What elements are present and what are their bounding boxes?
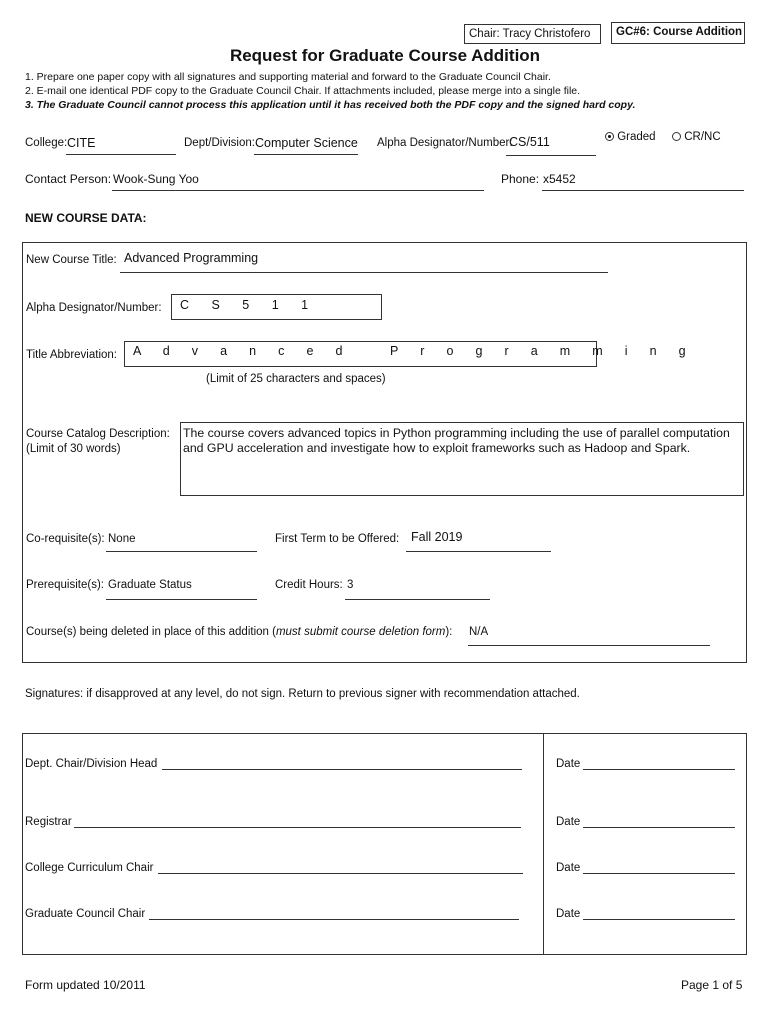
dept-label: Dept/Division: (184, 137, 255, 149)
instruction-2: 2. E-mail one identical PDF copy to the Graduate Council Chair. If attachments included, please merge into a single file. (25, 85, 581, 97)
alpha-underline (506, 155, 596, 156)
crnc-radio[interactable] (672, 132, 681, 141)
college-field[interactable]: CITE (67, 136, 96, 150)
coreq-underline (106, 551, 257, 552)
catalog-value: The course covers advanced topics in Python programming including the use of parallel computation and GPU acceleration and investigate how to exploit frameworks such as Hadoop and Spark. (183, 426, 730, 455)
sig-row-college-curriculum-date-label: Date (556, 862, 581, 874)
sig-row-college-curriculum-line[interactable] (158, 873, 523, 874)
instruction-1: 1. Prepare one paper copy with all signatures and supporting material and forward to the Graduate Council Chair. (25, 71, 551, 83)
deleted-label-ital: must submit course deletion form (275, 626, 446, 638)
sig-row-registrar-label: Registrar (25, 816, 72, 828)
course-alpha-label: Alpha Designator/Number: (26, 302, 162, 314)
dept-field[interactable]: Computer Science (255, 136, 358, 150)
alpha-field[interactable]: CS/511 (509, 135, 550, 149)
college-underline (66, 154, 176, 155)
signature-note: Signatures: if disapproved at any level, do not sign. Return to previous signer with recommendation attached. (25, 688, 580, 700)
coreq-label: Co-requisite(s): (26, 533, 105, 545)
sig-row-dept-chair-label: Dept. Chair/Division Head (25, 758, 158, 770)
sig-row-dept-chair-date-label: Date (556, 758, 581, 770)
catalog-label: Course Catalog Description: (26, 428, 170, 440)
course-title-field[interactable]: Advanced Programming (124, 251, 259, 265)
dept-underline (254, 154, 358, 155)
first-term-label: First Term to be Offered: (275, 533, 400, 545)
graded-option[interactable] (605, 131, 656, 143)
gc-box (611, 22, 745, 44)
phone-field[interactable]: x5452 (543, 172, 576, 186)
sig-row-dept-chair-line[interactable] (162, 769, 522, 770)
first-term-underline (406, 551, 551, 552)
crnc-option[interactable] (672, 131, 721, 143)
credit-label: Credit Hours: (275, 579, 343, 591)
chair-box (464, 24, 601, 44)
graded-label: Graded (617, 131, 656, 143)
deleted-label-post: ): (445, 626, 453, 638)
sig-row-registrar-line[interactable] (74, 827, 521, 828)
coreq-field[interactable]: None (108, 533, 136, 545)
prereq-underline (106, 599, 257, 600)
credit-field[interactable]: 3 (347, 579, 354, 591)
sig-row-registrar-date-line[interactable] (583, 827, 735, 828)
sig-row-graduate-council-label: Graduate Council Chair (25, 908, 146, 920)
credit-underline (345, 599, 490, 600)
course-title-label: New Course Title: (26, 254, 117, 266)
abbr-limit: (Limit of 25 characters and spaces) (206, 373, 386, 385)
abbr-field[interactable] (124, 341, 695, 367)
instruction-3: 3. The Graduate Council cannot process this application until it has received both the PDF copy and the signed hard copy. (25, 99, 636, 111)
footer-page: Page 1 of 5 (681, 978, 743, 992)
course-title-underline (120, 272, 608, 273)
sig-row-graduate-council-line[interactable] (149, 919, 519, 920)
contact-label: Contact Person: (25, 172, 112, 186)
contact-underline (112, 190, 484, 191)
deleted-label (26, 626, 452, 638)
page-title: Request for Graduate Course Addition (229, 46, 541, 65)
abbr-value: A d v a n c e d P r o g r a m m i n g (133, 344, 695, 358)
catalog-limit: (Limit of 30 words) (26, 443, 121, 455)
sig-row-registrar-date-label: Date (556, 816, 581, 828)
signature-divider (543, 733, 544, 955)
footer-updated: Form updated 10/2011 (25, 978, 146, 992)
course-alpha-value: C S 5 1 1 (180, 298, 318, 312)
alpha-label: Alpha Designator/Number: (377, 137, 513, 149)
gc-label: GC#6: Course Addition (616, 26, 743, 38)
crnc-label: CR/NC (684, 131, 721, 143)
deleted-field[interactable]: N/A (469, 626, 489, 638)
deleted-underline (468, 645, 710, 646)
phone-label: Phone: (501, 172, 540, 186)
contact-field[interactable]: Wook-Sung Yoo (113, 172, 199, 186)
catalog-field[interactable] (180, 422, 744, 496)
phone-underline (542, 190, 744, 191)
sig-row-college-curriculum-label: College Curriculum Chair (25, 862, 154, 874)
first-term-field[interactable]: Fall 2019 (411, 530, 463, 544)
sig-row-graduate-council-date-label: Date (556, 908, 581, 920)
graded-radio[interactable] (605, 132, 614, 141)
abbr-label: Title Abbreviation: (26, 349, 117, 361)
sig-row-college-curriculum-date-line[interactable] (583, 873, 735, 874)
sig-row-dept-chair-date-line[interactable] (583, 769, 735, 770)
sig-row-graduate-council-date-line[interactable] (583, 919, 735, 920)
prereq-field[interactable]: Graduate Status (108, 579, 192, 591)
college-label: College: (25, 137, 68, 149)
course-alpha-field[interactable] (171, 294, 382, 320)
chair-label: Chair: Tracy Christofero (469, 28, 591, 40)
new-course-heading: NEW COURSE DATA: (25, 211, 147, 225)
prereq-label: Prerequisite(s): (26, 579, 104, 591)
deleted-label-pre: Course(s) being deleted in place of this addition ( (26, 626, 276, 638)
